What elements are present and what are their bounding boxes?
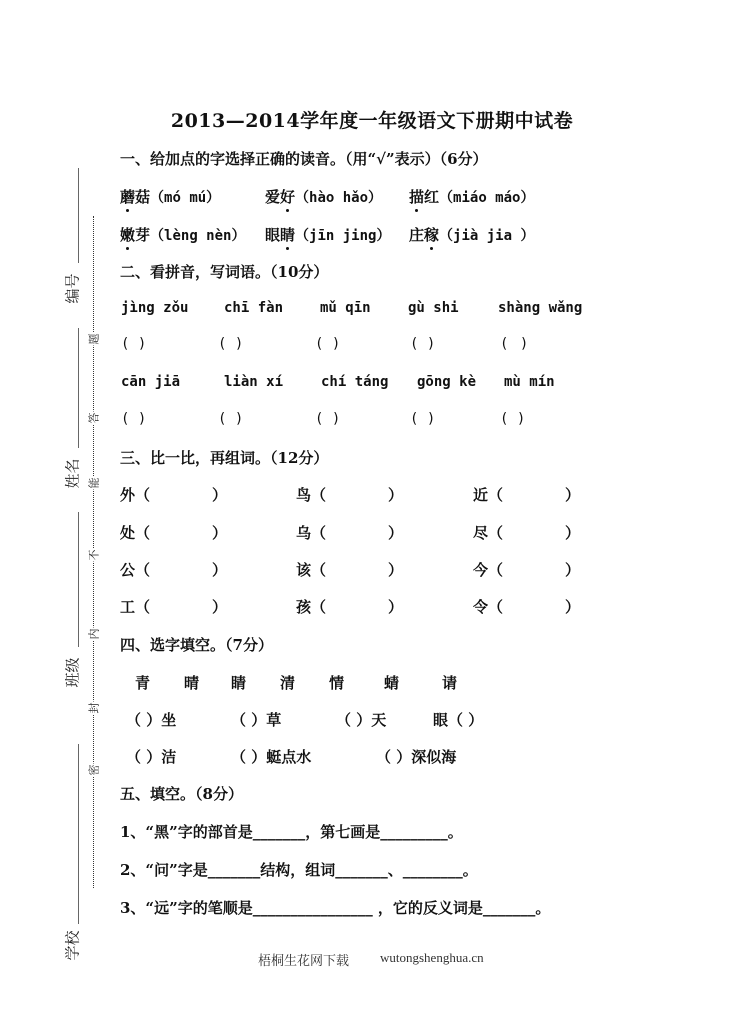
seal-char: 答 [87, 412, 101, 424]
compare-item[interactable]: 尽（ ） [473, 524, 581, 542]
fill-item[interactable]: （ ）坐 [126, 711, 177, 729]
s1-item: 爱好（hào hǎo） [265, 188, 383, 206]
answer-blank[interactable]: ( ) [410, 411, 436, 427]
fill-item[interactable]: （ ）天 [336, 711, 387, 729]
fill-item[interactable]: （ ）蜓点水 [231, 748, 312, 766]
label-number: 编号 [63, 273, 82, 304]
compare-item[interactable]: 公（ ） [120, 561, 228, 579]
compare-item[interactable]: 工（ ） [120, 598, 228, 616]
fill-item[interactable]: （ ）深似海 [376, 748, 457, 766]
choice-char: 晴 [184, 674, 200, 692]
line-number [78, 168, 79, 263]
line-name-top [78, 328, 79, 448]
answer-blank[interactable]: ( ) [121, 336, 147, 352]
label-name: 姓名 [63, 458, 82, 489]
section4-heading: 四、选字填空。（7分） [120, 636, 273, 654]
answer-blank[interactable]: ( ) [315, 336, 341, 352]
compare-item[interactable]: 外（ ） [120, 486, 228, 504]
choice-char: 青 [135, 674, 151, 692]
s1-item: 庄稼（jià jia ） [409, 226, 535, 244]
compare-item[interactable]: 乌（ ） [296, 524, 404, 542]
s1-item: 描红（miáo máo） [409, 188, 535, 206]
fill-blank-question[interactable]: 3、“远”字的笔顺是________________ ，它的反义词是_______。 [120, 899, 551, 917]
compare-item[interactable]: 鸟（ ） [296, 486, 404, 504]
pinyin-cell: jìng zǒu [121, 300, 189, 316]
seal-char: 内 [87, 628, 101, 640]
pinyin-cell: gōng kè [417, 374, 477, 390]
fill-item[interactable]: （ ）草 [231, 711, 282, 729]
choice-char: 蜻 [384, 674, 400, 692]
fill-blank-question[interactable]: 1、“黑”字的部首是_______，第七画是_________。 [120, 823, 463, 841]
exam-title: 2013—2014学年度一年级语文下册期中试卷 [170, 110, 574, 132]
section2-heading: 二、看拼音，写词语。（10分） [120, 263, 329, 281]
choice-char: 请 [442, 674, 458, 692]
pinyin-cell: chí táng [321, 374, 389, 390]
section5-heading: 五、填空。（8分） [120, 785, 243, 803]
s1-item: 嫩芽（lèng nèn） [120, 226, 246, 244]
s1-item: 眼睛（jīn jing） [265, 226, 391, 244]
seal-char: 题 [87, 333, 101, 345]
choice-char: 睛 [231, 674, 247, 692]
pinyin-cell: mǔ qīn [320, 300, 371, 316]
pinyin-cell: cān jiā [121, 374, 181, 390]
answer-blank[interactable]: ( ) [500, 336, 530, 352]
answer-blank[interactable]: ( ) [121, 411, 147, 427]
line-school [78, 744, 79, 924]
seal-char: 能 [87, 477, 101, 489]
pinyin-cell: mù mín [504, 374, 555, 390]
choice-char: 情 [329, 674, 345, 692]
pinyin-cell: gù shi [408, 300, 459, 316]
section1-heading: 一、给加点的字选择正确的读音。（用“√”表示）（6分） [120, 150, 488, 168]
compare-item[interactable]: 今（ ） [473, 561, 581, 579]
compare-item[interactable]: 处（ ） [120, 524, 228, 542]
line-class [78, 512, 79, 647]
pinyin-cell: chī fàn [224, 300, 284, 316]
seal-char: 密 [87, 764, 101, 776]
pinyin-cell: liàn xí [224, 374, 284, 390]
pinyin-cell: shàng wǎng [498, 300, 583, 316]
footer-source: 梧桐生花网下载 [258, 953, 350, 968]
answer-blank[interactable]: ( ) [218, 411, 244, 427]
label-school: 学校 [63, 930, 82, 961]
answer-blank[interactable]: ( ) [315, 411, 341, 427]
fill-item[interactable]: 眼（ ） [433, 711, 484, 729]
choice-char: 清 [280, 674, 296, 692]
seal-char: 封 [87, 702, 101, 714]
compare-item[interactable]: 近（ ） [473, 486, 581, 504]
answer-blank[interactable]: ( ) [500, 411, 526, 427]
footer-url[interactable]: wutongshenghua.cn [380, 950, 484, 965]
seal-char: 不 [87, 549, 101, 561]
answer-blank[interactable]: ( ) [218, 336, 244, 352]
section3-heading: 三、比一比，再组词。（12分） [120, 449, 329, 467]
fill-item[interactable]: （ ）洁 [126, 748, 177, 766]
compare-item[interactable]: 令（ ） [473, 598, 581, 616]
answer-blank[interactable]: ( ) [410, 336, 436, 352]
fill-blank-question[interactable]: 2、“问”字是_______结构，组词_______、________。 [120, 861, 478, 879]
s1-item: 蘑菇（mó mú） [120, 188, 221, 206]
compare-item[interactable]: 该（ ） [296, 561, 404, 579]
compare-item[interactable]: 孩（ ） [296, 598, 404, 616]
label-class: 班级 [63, 657, 82, 688]
